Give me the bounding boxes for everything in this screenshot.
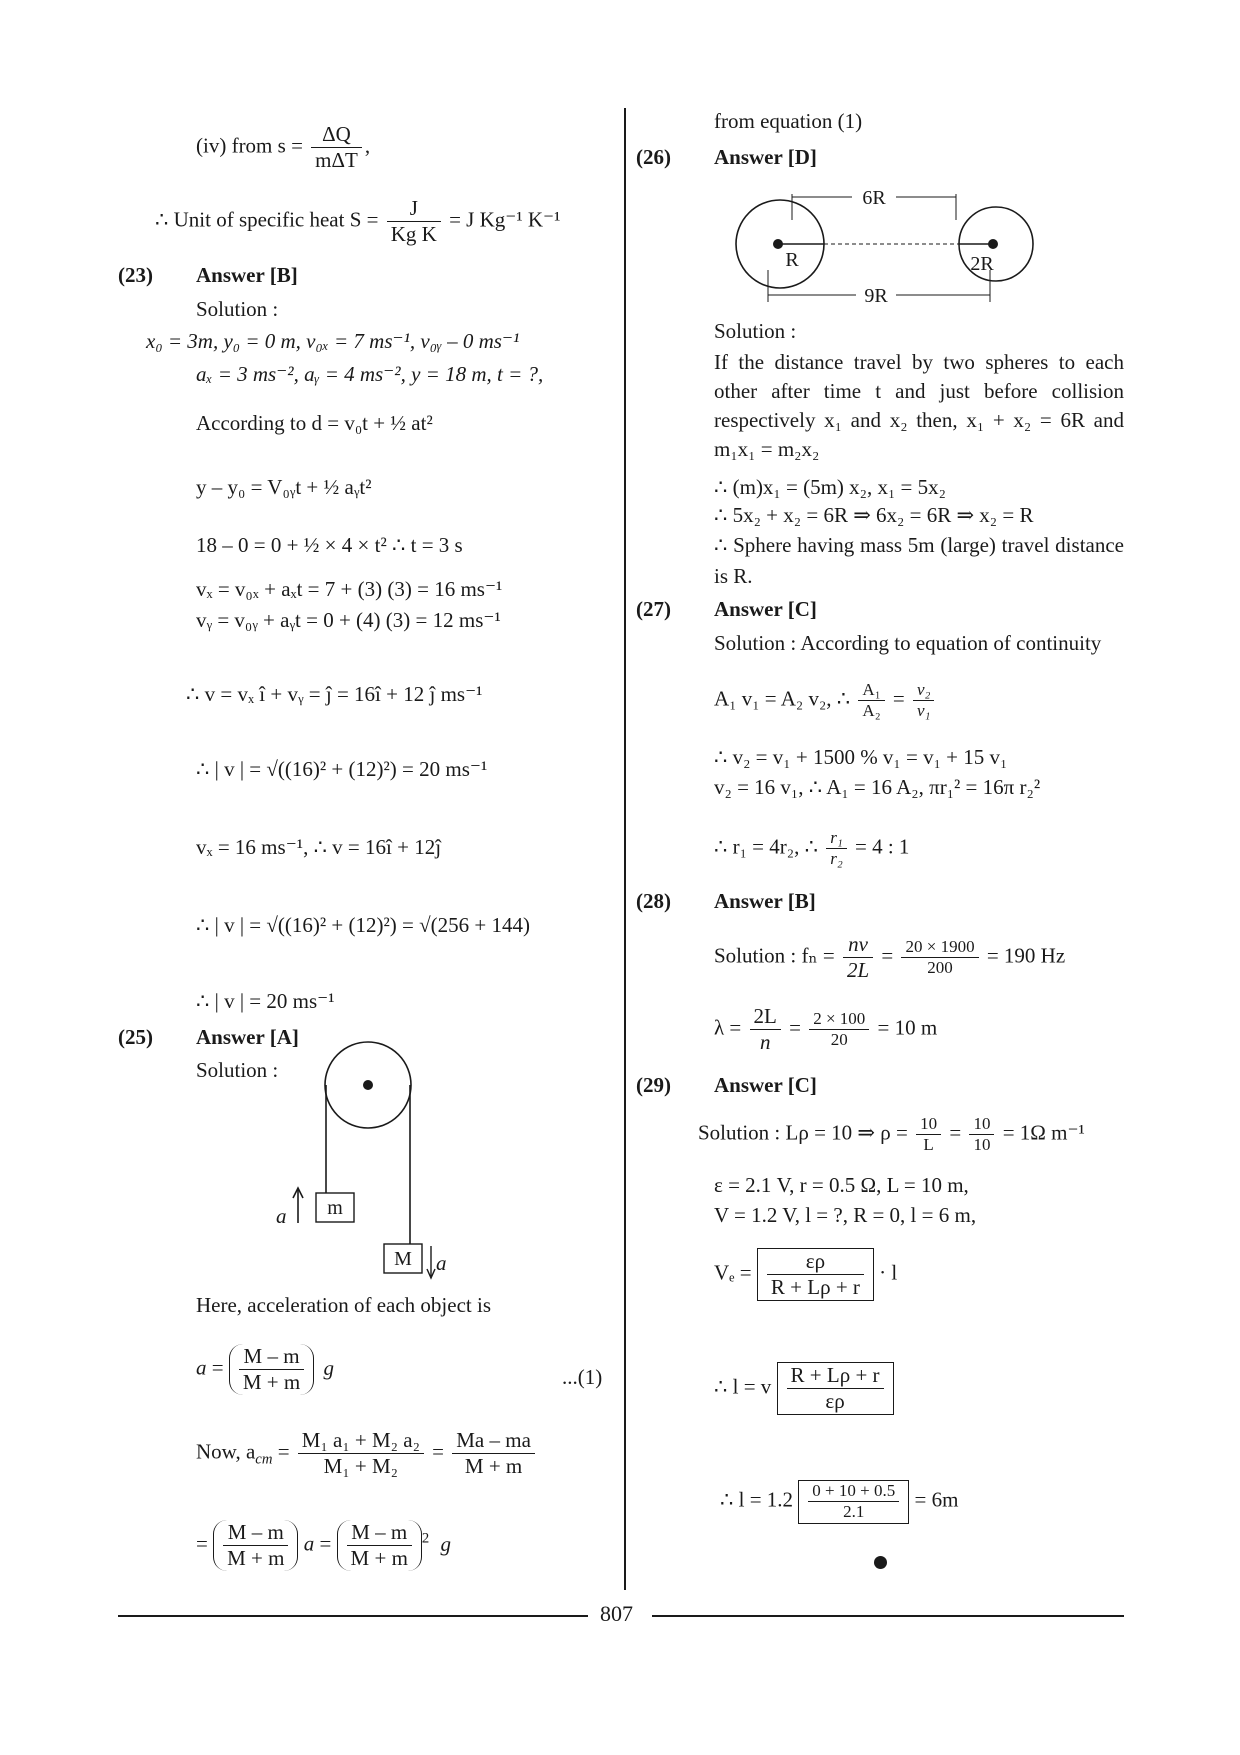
q29-ve-equation: Vₑ = $\frac{\varepsilon\rho}{R + L\rho + r}$ · l <box>714 1248 897 1301</box>
radius-r-label: R <box>785 249 799 271</box>
answer-29: Answer [C] <box>714 1073 817 1097</box>
spheres-figure <box>730 180 1050 315</box>
q26-line-3: ∴ 5x₂ + x₂ = 6R ⇒ 6x₂ = 6R ⇒ x₂ = R <box>714 503 1034 527</box>
small-mass-label: m <box>327 1197 343 1219</box>
q28-line-1: Solution : fₙ = $\frac{nv}{2L}$ = $\frac{20 \times 1900}{200}$ = 190 Hz <box>714 932 1066 983</box>
accel-up-label: a <box>276 1204 287 1228</box>
q23-line-7: vᵧ = v₀ᵧ + aᵧt = 0 + (4) (3) = 12 ms⁻¹ <box>196 608 501 632</box>
question-number-25: (25) <box>118 1025 153 1049</box>
q23-line-10: vₓ = 16 ms⁻¹, ∴ v = 16î + 12ĵ <box>196 835 442 859</box>
pulley-figure <box>260 1040 460 1280</box>
solution-label-25: Solution : <box>196 1058 279 1082</box>
q27-line-4: ∴ r₁ = 4r₂, ∴ $\frac{\text{r₁}}{\text{r₂}}$ = 4 : 1 <box>714 828 910 869</box>
answer-23: Answer [B] <box>196 263 298 287</box>
column-divider <box>624 108 626 1590</box>
q28-line-2: λ = $\frac{2L}{n}$ = $\frac{2 \times 100}{20}$ = 10 m <box>714 1004 938 1055</box>
page-number: 807 <box>600 1601 633 1626</box>
radius-2r-label: 2R <box>970 253 994 275</box>
6r-label: 6R <box>862 187 886 209</box>
footer-rule-right <box>652 1615 1124 1617</box>
question-number-29: (29) <box>636 1073 671 1097</box>
accel-down-label: a <box>436 1251 447 1275</box>
question-number-28: (28) <box>636 889 671 913</box>
solution-label-26: Solution : <box>714 319 797 343</box>
q29-l-equation: ∴ l = v $\frac{R + L\rho + r}{\varepsilon\rho}$ <box>714 1362 894 1415</box>
solution-label-23: Solution : <box>196 297 279 321</box>
answer-25: Answer [A] <box>196 1025 299 1049</box>
q27-line-3: v₂ = 16 v₁, ∴ A₁ = 16 A₂, πr₁² = 16π r₂² <box>714 775 1041 799</box>
q23-line-2: aₓ = 3 ms⁻², aᵧ = 4 ms⁻², y = 18 m, t = ?, <box>196 362 544 386</box>
q23-line-8: ∴ v = vₓ î + vᵧ = ĵ = 16î + 12 ĵ ms⁻¹ <box>186 682 483 706</box>
q27-line-2: ∴ v₂ = v₁ + 1500 % v₁ = v₁ + 15 v₁ <box>714 745 1008 769</box>
q26-line-4: ∴ Sphere having mass 5m (large) travel distance is R. <box>714 533 1124 588</box>
end-bullet <box>874 1556 887 1569</box>
question-number-23: (23) <box>118 263 153 287</box>
footer-rule-left <box>118 1615 588 1617</box>
q23-line-12: ∴ | v | = 20 ms⁻¹ <box>196 989 335 1013</box>
9r-label: 9R <box>864 285 888 307</box>
q23-line-11: ∴ | v | = √((16)² + (12)²) = √(256 + 144) <box>196 913 530 937</box>
from-equation-1: from equation (1) <box>714 109 863 133</box>
q23-line-1: x₀ = 3m, y₀ = 0 m, v₀ₓ = 7 ms⁻¹, v₀ᵧ – 0 ms⁻¹ <box>146 329 520 353</box>
solution-label-27: Solution : According to equation of continuity <box>714 631 1102 655</box>
q25-acm-equation: Now, $a_{cm}$ = $\frac{\text{M₁ a₁ + M₂ a₂}}{\text{M₁ + M₂}}$ = $\frac{Ma - ma}{M + m}$ <box>196 1428 538 1479</box>
q29-line-2: ε = 2.1 V, r = 0.5 Ω, L = 10 m, <box>714 1173 969 1197</box>
q25-line-1: Here, acceleration of each object is <box>196 1293 491 1317</box>
large-mass-label: M <box>394 1248 412 1270</box>
pulley-axle <box>363 1080 373 1090</box>
q26-line-2: ∴ (m)x₁ = (5m) x₂, x₁ = 5x₂ <box>714 475 946 499</box>
equation-label-1: ...(1) <box>562 1365 603 1389</box>
q25-equation-1: a = $\frac{M - m}{M + m}$ g <box>196 1344 334 1395</box>
specific-heat-unit: ∴ Unit of specific heat S = $\frac{J}{\text{Kg K}}$ = J Kg⁻¹ K⁻¹ <box>155 196 561 247</box>
accel-symbol: a <box>196 1355 207 1380</box>
q29-line-3: V = 1.2 V, l = ?, R = 0, l = 6 m, <box>714 1203 977 1227</box>
question-number-27: (27) <box>636 597 671 621</box>
q27-line-1: A₁ v₁ = A₂ v₂, ∴ $\frac{\text{A₁}}{\text{A₂}}$ = $\frac{\text{v₂}}{\text{v₁}}$ <box>714 680 937 722</box>
q29-line-1: Solution : Lρ = 10 ⇒ ρ = $\frac{10}{L}$ = $\frac{10}{10}$ = 1Ω m⁻¹ <box>698 1114 1085 1155</box>
q23-line-9: ∴ | v | = √((16)² + (12)²) = 20 ms⁻¹ <box>196 757 488 781</box>
q23-line-6: vₓ = v₀ₓ + aₓt = 7 + (3) (3) = 16 ms⁻¹ <box>196 577 503 601</box>
q26-paragraph: If the distance travel by two spheres to each other after time t and just before collision respectively x₁ and x₂ then, x₁ + x₂ = 6R and m₁x₁ = m₂x₂ <box>714 350 1124 461</box>
answer-26: Answer [D] <box>714 145 817 169</box>
answer-28: Answer [B] <box>714 889 816 913</box>
answer-27: Answer [C] <box>714 597 817 621</box>
question-number-26: (26) <box>636 145 671 169</box>
q23-line-4: y – y₀ = V₀ᵧt + ½ aᵧt² <box>196 475 372 499</box>
q25-final-equation: = $\frac{M - m}{M + m}$ a = $\frac{M - m}{M + m}$ $^2$ g <box>196 1520 451 1571</box>
q23-line-5: 18 – 0 = 0 + ½ × 4 × t² ∴ t = 3 s <box>196 533 463 557</box>
q23-line-3: According to d = v₀t + ½ at² <box>196 411 433 435</box>
specific-heat-formula: (iv) from s = $\frac{\Delta Q}{\text{mΔT}}$ , <box>196 122 371 173</box>
q29-final-equation: ∴ l = 1.2 $\frac{0 + 10 + 0.5}{2.1}$ = 6m <box>720 1480 958 1524</box>
